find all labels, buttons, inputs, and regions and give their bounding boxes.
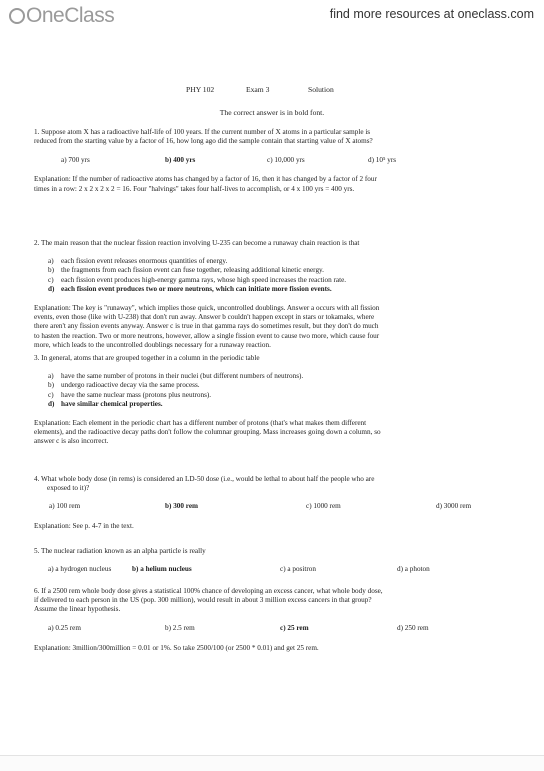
logo-text: OneClass xyxy=(26,4,115,27)
q3-option-d-key: d) xyxy=(48,399,55,408)
q3-option-d-text: have similar chemical properties. xyxy=(61,399,163,408)
q2-explanation-line: events, even those (like with U-238) that don't run away. Answer b couldn't happen except in stars or tokamaks, where xyxy=(34,313,375,322)
q3-text-line: 3. In general, atoms that are grouped together in a column in the periodic table xyxy=(34,354,260,362)
q2-option-a xyxy=(48,257,512,266)
q3-option-c xyxy=(48,391,512,400)
q2-explanation-line: more, which leads to the uncontrolled doublings necessary for a runaway reaction. xyxy=(34,340,271,349)
q3-options xyxy=(34,372,512,409)
question-2 xyxy=(34,239,512,350)
q2-option-c-key: c) xyxy=(48,275,54,284)
q1-option-b: b) 400 yrs xyxy=(165,156,196,165)
q2-option-a-text: each fission event releases enormous quantities of energy. xyxy=(61,257,228,266)
q3-option-c-key: c) xyxy=(48,390,54,399)
q2-option-b-text: the fragments from each fission event can fuse together, releasing additional kinetic energy. xyxy=(61,266,324,275)
tagline-link[interactable]: find more resources at oneclass.com xyxy=(329,7,534,21)
solution-label: Solution xyxy=(308,85,334,94)
top-bar xyxy=(0,0,544,30)
q1-option-a: a) 700 yrs xyxy=(61,156,90,165)
q3-option-a-key: a) xyxy=(48,372,54,381)
q5-text-line: 5. The nuclear radiation known as an alpha particle is really xyxy=(34,547,206,555)
q1-option-d: d) 10⁵ yrs xyxy=(368,156,397,165)
question-4 xyxy=(34,475,512,532)
q2-options xyxy=(34,257,512,294)
q5-options xyxy=(34,565,512,575)
q2-option-c-text: each fission event produces high-energy gamma rays, whose high speed increases the reaction rate. xyxy=(61,275,347,284)
q3-explanation-line: Explanation: Each element in the periodic chart has a different number of protons (that's what makes them different xyxy=(34,419,367,428)
doc-subtitle: The correct answer is in bold font. xyxy=(219,108,325,117)
q2-explanation xyxy=(34,304,512,350)
q5-option-d: d) a photon xyxy=(397,565,430,574)
q2-option-a-key: a) xyxy=(48,257,54,266)
q6-explanation-line: Explanation: 3million/300million = 0.01 or 1%. So take 2500/100 (or 2500 * 0.01) and get 25 rem. xyxy=(34,643,319,652)
q4-options xyxy=(34,502,512,512)
q4-option-c: c) 1000 rem xyxy=(306,502,341,511)
q6-text-line: Assume the linear hypothesis. xyxy=(34,605,121,614)
q1-explanation-line: times in a row: 2 x 2 x 2 x 2 = 16. Four "halvings" takes four half-lives to accomplish, or 4 x 100 yrs = 400 yrs. xyxy=(34,184,355,193)
q4-explanation-line: Explanation: See p. 4-7 in the text. xyxy=(34,522,134,531)
question-5 xyxy=(34,547,512,575)
q6-text-line: if delivered to each person in the US (pop. 300 million), would result in about 3 million excess cancers in that group? xyxy=(34,596,372,605)
q2-option-c xyxy=(48,276,512,285)
q3-option-c-text: have the same nuclear mass (protons plus neutrons). xyxy=(61,390,212,399)
q2-explanation-line: there aren't any fission events anyway. Answer c is true in that gamma rays do sometimes result, but they don't do much xyxy=(34,322,379,331)
q6-option-a: a) 0.25 rem xyxy=(48,623,81,632)
q6-options xyxy=(34,624,512,634)
logo-circle-icon xyxy=(9,8,25,24)
question-6 xyxy=(34,587,512,653)
q3-option-b-key: b) xyxy=(48,381,54,390)
q5-option-c: c) a positron xyxy=(280,565,316,574)
q6-option-c: c) 25 rem xyxy=(280,623,309,632)
q6-option-d: d) 250 rem xyxy=(397,623,429,632)
q4-option-b: b) 300 rem xyxy=(165,502,199,511)
q4-option-d: d) 3000 rem xyxy=(436,502,472,511)
q2-text-line: 2. The main reason that the nuclear fission reaction involving U-235 can become a runaway chain reaction is that xyxy=(34,239,360,247)
q4-text-line: exposed to it)? xyxy=(47,484,90,493)
q3-option-a xyxy=(48,372,512,381)
q2-option-d-text: each fission event produces two or more neutrons, which can initiate more fission events. xyxy=(61,284,332,293)
question-1 xyxy=(34,128,512,194)
q3-option-b xyxy=(48,381,512,390)
q1-explanation-line: Explanation: If the number of radioactive atoms has changed by a factor of 16, then it has changed by a factor of 2 four xyxy=(34,175,377,184)
q2-explanation-line: Explanation: The key is "runaway", which implies those quick, uncontrolled doublings. Answer a occurs with all fission xyxy=(34,304,380,313)
exam-name: Exam 3 xyxy=(246,85,270,94)
q1-text-line: 1. Suppose atom X has a radioactive half-life of 100 years. If the current number of X atoms in a particular sample is xyxy=(34,128,371,136)
q2-option-b xyxy=(48,266,512,275)
q1-text-line: reduced from the starting value by a factor of 16, how long ago did the sample contain that starting value of X atoms? xyxy=(34,137,373,146)
question-3 xyxy=(34,354,512,447)
q5-option-b: b) a helium nucleus xyxy=(132,565,192,574)
q2-explanation-line: to hasten the reaction. Two or more neutrons, however, allow a single fission event to cause two more, which cause four xyxy=(34,331,380,340)
q1-option-c: c) 10,000 yrs xyxy=(267,156,305,165)
q4-text-line: 4. What whole body dose (in rems) is considered an LD-50 dose (i.e., would be lethal to about half the people who are xyxy=(34,475,375,483)
q5-option-a: a) a hydrogen nucleus xyxy=(48,565,112,574)
q2-option-d-key: d) xyxy=(48,284,55,293)
course-code: PHY 102 xyxy=(186,85,215,94)
q3-option-a-text: have the same number of protons in their nuclei (but different numbers of neutrons). xyxy=(61,372,304,381)
q3-option-b-text: undergo radioactive decay via the same process. xyxy=(61,381,200,390)
q6-text-line: 6. If a 2500 rem whole body dose gives a statistical 100% chance of developing an excess cancer, what whole body dose, xyxy=(34,587,383,595)
q2-option-d xyxy=(48,285,512,294)
q2-option-b-key: b) xyxy=(48,266,54,275)
q4-option-a: a) 100 rem xyxy=(49,502,81,511)
q1-options xyxy=(34,156,512,166)
oneclass-logo[interactable] xyxy=(9,4,114,28)
q6-option-b: b) 2.5 rem xyxy=(165,623,195,632)
q3-explanation xyxy=(34,419,512,447)
q3-option-d xyxy=(48,400,512,409)
bottom-bar xyxy=(0,755,544,771)
q3-explanation-line: answer c is also incorrect. xyxy=(34,437,109,446)
q3-explanation-line: elements), and the radioactive decay paths don't follow the columnar grouping. Mass increases going down a column, so xyxy=(34,428,381,437)
